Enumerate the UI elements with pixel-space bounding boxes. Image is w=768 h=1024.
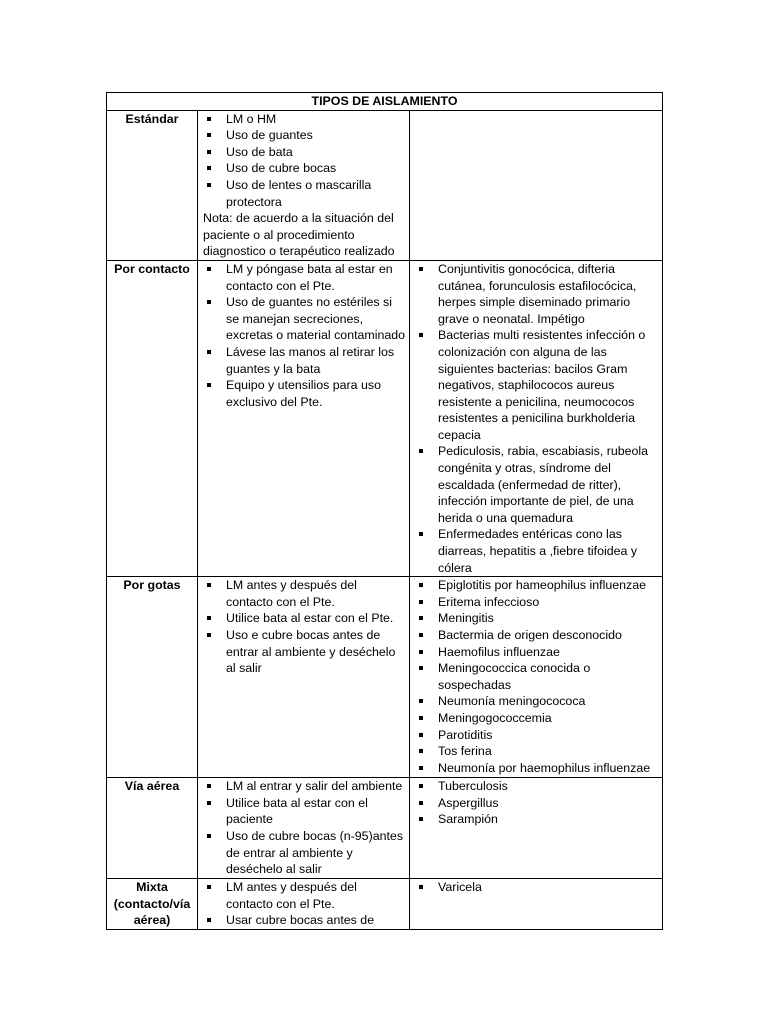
list-item: Uso de guantes no estériles si se manejan secreciones, excretas o material contaminado xyxy=(200,294,407,344)
list-item: Bacterias multi resistentes infección o colonización con alguna de las siguientes bacterias: bacilos Gram negativos, staphilococos aureus resistente a penicilina, neumococos resistentes a penicilina burkholderia cepacia xyxy=(412,327,660,443)
list-item: Parotiditis xyxy=(412,727,660,744)
list-item: Eritema infeccioso xyxy=(412,594,660,611)
list-item: Meningococcica conocida o sospechadas xyxy=(412,660,660,693)
measures-cell xyxy=(198,260,410,576)
list-item: Haemofilus influenzae xyxy=(412,644,660,661)
list-item: Utilice bata al estar con el paciente xyxy=(200,795,407,828)
isolation-type-label: Por gotas xyxy=(107,577,198,778)
measures-list xyxy=(200,111,407,211)
list-item: Aspergillus xyxy=(412,795,660,812)
list-item: LM al entrar y salir del ambiente xyxy=(200,778,407,795)
note-text: Nota: de acuerdo a la situación del paciente o al procedimiento diagnostico o terapéutico realizado xyxy=(203,211,395,259)
table-row xyxy=(107,577,663,778)
table-row xyxy=(107,260,663,576)
measures-cell xyxy=(198,778,410,879)
diseases-list xyxy=(412,879,660,896)
isolation-type-label: Por contacto xyxy=(107,260,198,576)
table-title-row xyxy=(107,93,663,111)
table-row xyxy=(107,879,663,930)
diseases-cell xyxy=(410,879,663,930)
isolation-types-table xyxy=(106,92,663,930)
isolation-type-label: Estándar xyxy=(107,110,198,260)
diseases-list xyxy=(412,778,660,828)
isolation-type-label: Mixta (contacto/vía aérea) xyxy=(107,879,198,930)
diseases-list xyxy=(412,577,660,776)
list-item: Enfermedades entéricas cono las diarreas, hepatitis a ,fiebre tifoidea y cólera xyxy=(412,526,660,576)
list-item: Uso de cubre bocas xyxy=(200,160,407,177)
measures-list xyxy=(200,879,407,929)
measures-cell xyxy=(198,110,410,260)
list-item: LM o HM xyxy=(200,111,407,128)
list-item: Uso e cubre bocas antes de entrar al ambiente y deséchelo al salir xyxy=(200,627,407,677)
list-item: Uso de cubre bocas (n-95)antes de entrar al ambiente y deséchelo al salir xyxy=(200,828,407,878)
list-item: Pediculosis, rabia, escabiasis, rubeola congénita y otras, síndrome del escaldada (enfermedad de ritter), infección importante de piel, de una herida o una quemadura xyxy=(412,443,660,526)
diseases-cell xyxy=(410,260,663,576)
list-item: Sarampión xyxy=(412,811,660,828)
list-item: Bactermia de origen desconocido xyxy=(412,627,660,644)
list-item: Tuberculosis xyxy=(412,778,660,795)
diseases-cell xyxy=(410,577,663,778)
list-item: LM antes y después del contacto con el Pte. xyxy=(200,879,407,912)
measures-list xyxy=(200,778,407,878)
list-item: Uso de lentes o mascarilla protectora xyxy=(200,177,407,210)
list-item: Varicela xyxy=(412,879,660,896)
table-row xyxy=(107,110,663,260)
list-item: Usar cubre bocas antes de xyxy=(200,912,407,929)
list-item: Uso de guantes xyxy=(200,127,407,144)
diseases-cell xyxy=(410,778,663,879)
measures-list xyxy=(200,261,407,410)
isolation-type-label: Vía aérea xyxy=(107,778,198,879)
list-item: Equipo y utensilios para uso exclusivo del Pte. xyxy=(200,377,407,410)
list-item: Utilice bata al estar con el Pte. xyxy=(200,610,407,627)
list-item: Epiglotitis por hameophilus influenzae xyxy=(412,577,660,594)
measures-list xyxy=(200,577,407,677)
list-item: LM antes y después del contacto con el Pte. xyxy=(200,577,407,610)
table-row xyxy=(107,778,663,879)
diseases-list xyxy=(412,261,660,576)
list-item: Lávese las manos al retirar los guantes y la bata xyxy=(200,344,407,377)
table-title: TIPOS DE AISLAMIENTO xyxy=(107,93,663,111)
list-item: Meningitis xyxy=(412,610,660,627)
measures-cell xyxy=(198,879,410,930)
diseases-cell xyxy=(410,110,663,260)
list-item: LM y póngase bata al estar en contacto con el Pte. xyxy=(200,261,407,294)
list-item: Tos ferina xyxy=(412,743,660,760)
measures-cell xyxy=(198,577,410,778)
list-item: Uso de bata xyxy=(200,144,407,161)
list-item: Conjuntivitis gonocócica, difteria cutánea, forunculosis estafilocócica, herpes simple diseminado primario grave o neonatal. Impétigo xyxy=(412,261,660,327)
list-item: Neumonía meningocococa xyxy=(412,693,660,710)
list-item: Meningogococcemia xyxy=(412,710,660,727)
list-item: Neumonía por haemophilus influenzae xyxy=(412,760,660,777)
